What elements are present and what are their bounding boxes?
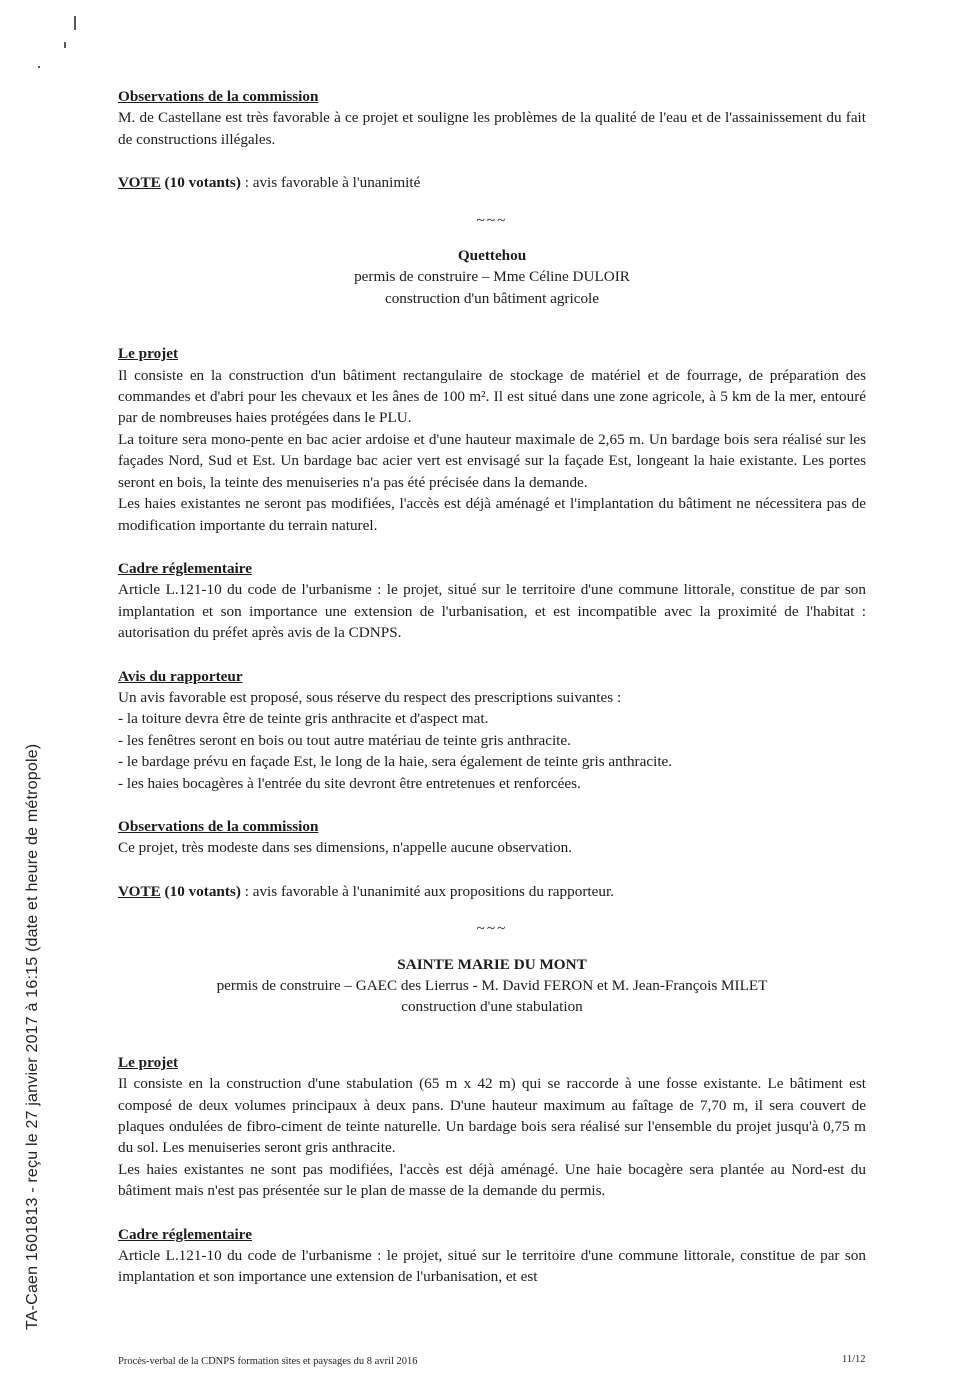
avis-rapporteur-heading: Avis du rapporteur [118, 667, 243, 685]
vote-result: : avis favorable à l'unanimité [240, 174, 421, 192]
projet-heading: Le projet [118, 1053, 179, 1071]
commission-observations-text: Ce projet, très modeste dans ses dimensions, n'appelle aucune observation. [118, 839, 573, 857]
scan-speck [64, 42, 66, 48]
scan-speck [38, 66, 40, 68]
projet-paragraph: Il consiste en la construction d'un bâtiment rectangulaire de stockage de matériel et de fourrage, de préparation des commandes et d'abri pour les chevaux et les ânes de 100 m². Il est situé dans une zone agricole, à 5 km de la mer, entouré par de nombreuses haies protégées dans le PLU. [118, 366, 866, 427]
projet-paragraph: Les haies existantes ne seront pas modifiées, l'accès est déjà aménagé et l'implantation du bâtiment ne nécessitera pas de modification importante du terrain naturel. [118, 495, 866, 534]
vote-line [118, 881, 866, 902]
vote-label: VOTE [118, 882, 161, 900]
projet-heading: Le projet [118, 345, 179, 363]
prescription-item: - le bardage prévu en façade Est, le long de la haie, sera également de teinte gris anthracite. [118, 753, 673, 771]
projet-paragraph: Les haies existantes ne sont pas modifiées, l'accès est déjà aménagé. Une haie bocagère sera plantée au Nord-est du bâtiment mais n'est pas présentée sur le plan de masse de la demande du permis. [118, 1160, 866, 1200]
dossier-commune: SAINTE MARIE DU MONT [397, 955, 587, 973]
footer-document-title: Procès-verbal de la CDNPS formation sites et paysages du 8 avril 2016 [118, 1356, 418, 1367]
scan-speck [74, 16, 76, 30]
section-quettehou [118, 245, 866, 902]
vote-count: (10 votants) [164, 174, 241, 192]
section-separator: ~~~ [476, 920, 508, 938]
document-page [118, 86, 866, 1288]
court-reception-stamp: TA-Caen 1601813 - reçu le 27 janvier 2017 à 16:15 (date et heure de métropole) [24, 743, 41, 1330]
dossier-object: construction d'un bâtiment agricole [384, 289, 600, 307]
cadre-reglementaire-text: Article L.121-10 du code de l'urbanisme : le projet, situé sur le territoire d'une commune littorale, constitue de par son implantation et son importance une extension de l'urbanisation, et est [118, 1247, 866, 1286]
commission-observations-text: M. de Castellane est très favorable à ce projet et souligne les problèmes de la qualité de l'eau et de l'assainissement du fait de constructions illégales. [118, 109, 866, 148]
prescription-item: - la toiture devra être de teinte gris anthracite et d'aspect mat. [118, 710, 489, 728]
footer-page-number: 11/12 [842, 1354, 866, 1365]
prescriptions-list [118, 708, 866, 794]
cadre-reglementaire-heading: Cadre réglementaire [118, 559, 252, 577]
section-previous-dossier [118, 86, 866, 194]
dossier-object: construction d'une stabulation [401, 998, 583, 1016]
section-sainte-marie-du-mont [118, 954, 866, 1288]
commission-observations-heading: Observations de la commission [118, 817, 319, 835]
dossier-permit: permis de construire – Mme Céline DULOIR [354, 268, 630, 286]
vote-count: (10 votants) [164, 882, 241, 900]
prescription-item: - les fenêtres seront en bois ou tout autre matériau de teinte gris anthracite. [118, 731, 571, 749]
vote-result: : avis favorable à l'unanimité aux propositions du rapporteur. [240, 882, 614, 900]
dossier-commune: Quettehou [457, 247, 527, 265]
cadre-reglementaire-text: Article L.121-10 du code de l'urbanisme : le projet, situé sur le territoire d'une commune littorale, constitue de par son implantation et son importance une extension de l'urbanisation, et est incompatible avec la proximité de l'habitat : autorisation du préfet après avis de la CDNPS. [118, 581, 866, 642]
dossier-permit: permis de construire – GAEC des Lierrus - M. David FERON et M. Jean-François MILET [216, 977, 768, 994]
avis-rapporteur-intro: Un avis favorable est proposé, sous réserve du respect des prescriptions suivantes : [118, 688, 622, 706]
projet-paragraph: Il consiste en la construction d'une stabulation (65 m x 42 m) qui se raccorde à une fosse existante. Le bâtiment est composé de deux volumes principaux à deux pans. D'une hauteur maximum au faîtage de 7,70 m, il sera couvert de plaques ondulées de fibro-ciment de teinte naturelle. Un bardage bois sera réalisé sur l'ensemble du projet jusqu'à 0,75 m du sol. Les menuiseries seront gris anthracite. [118, 1075, 866, 1157]
cadre-reglementaire-heading: Cadre réglementaire [118, 1225, 252, 1243]
section-separator: ~~~ [476, 211, 508, 229]
commission-observations-heading: Observations de la commission [118, 88, 319, 105]
vote-line [118, 172, 866, 193]
projet-paragraph: La toiture sera mono-pente en bac acier ardoise et d'une hauteur maximale de 2,65 m. Un bardage bois sera réalisé sur les façades Nord, Sud et Est. Un bardage bac acier vert est envisagé sur la façade Est, longeant la haie existante. Les portes seront en bois, la teinte des menuiseries n'a pas été précisée dans la demande. [118, 430, 866, 491]
prescription-item: - les haies bocagères à l'entrée du site devront être entretenues et renforcées. [118, 774, 581, 792]
vote-label: VOTE [118, 174, 161, 192]
